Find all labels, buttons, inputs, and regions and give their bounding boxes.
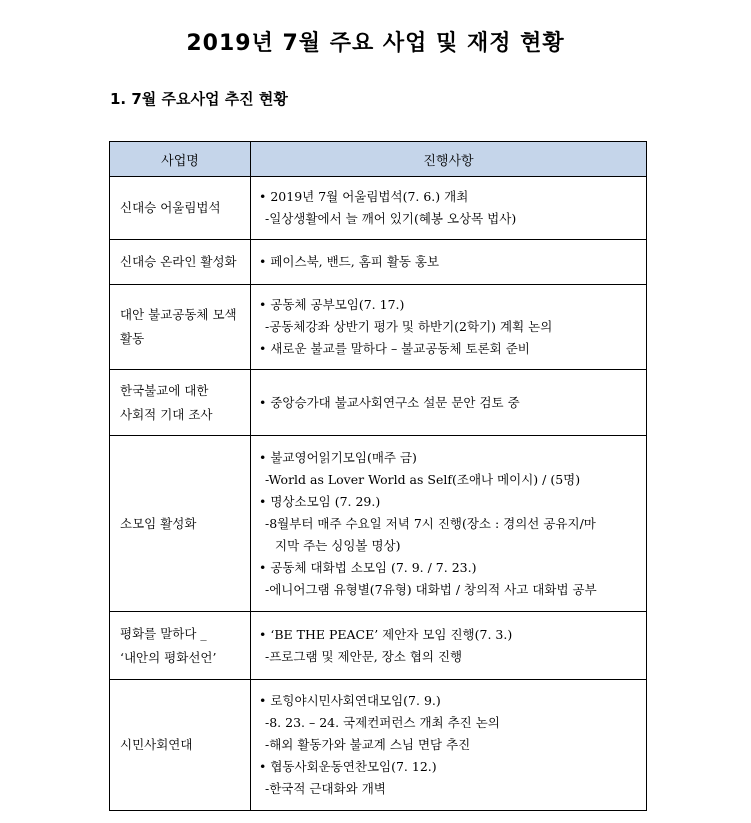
project-name-cell: 신대승 어울림법석 <box>110 177 251 240</box>
project-name-cell: 신대승 온라인 활성화 <box>110 240 251 285</box>
progress-cell <box>251 680 647 811</box>
progress-line: -World as Lover World as Self(조애나 메이시) / (5명) <box>265 471 581 487</box>
progress-line: -한국적 근대화와 개벽 <box>265 781 386 796</box>
table-row <box>110 370 647 436</box>
progress-cell <box>251 177 647 240</box>
header-progress: 진행사항 <box>251 142 647 177</box>
progress-line: • 새로운 불교를 말하다 – 불교공동체 토론회 준비 <box>259 341 530 356</box>
progress-line: • 협동사회운동연찬모임(7. 12.) <box>259 759 437 774</box>
progress-line: • 명상소모임 (7. 29.) <box>259 493 381 509</box>
document-title: 2019년 7월 주요 사업 및 재정 현황 <box>186 31 565 56</box>
table-row <box>110 240 647 285</box>
progress-line: -해외 활동가와 불교계 스님 면담 추진 <box>265 737 471 752</box>
project-name-cell: 한국불교에 대한 사회적 기대 조사 <box>110 370 251 436</box>
header-project-name: 사업명 <box>110 142 251 177</box>
progress-line: • 페이스북, 밴드, 홈피 활동 홍보 <box>259 254 440 269</box>
table-row <box>110 285 647 370</box>
progress-line: • 2019년 7월 어울림법석(7. 6.) 개최 <box>259 189 469 204</box>
progress-line: • 로힝야시민사회연대모임(7. 9.) <box>259 693 441 708</box>
project-status-table <box>109 141 647 811</box>
progress-line: -일상생활에서 늘 깨어 있기(혜봉 오상목 법사) <box>265 211 517 226</box>
progress-cell <box>251 436 647 612</box>
progress-line: -8월부터 매주 수요일 저녁 7시 진행(장소 : 경의선 공유지/마 <box>265 515 596 531</box>
progress-line: -프로그램 및 제안문, 장소 협의 진행 <box>265 648 463 664</box>
progress-cell <box>251 612 647 680</box>
progress-line: -8. 23. – 24. 국제컨퍼런스 개최 추진 논의 <box>265 715 500 730</box>
section-heading: 1. 7월 주요사업 추진 현황 <box>110 90 288 108</box>
progress-line: • 공동체 대화법 소모임 (7. 9. / 7. 23.) <box>259 559 477 575</box>
progress-cell <box>251 285 647 370</box>
progress-cell <box>251 240 647 285</box>
project-name-cell: 대안 불교공동체 모색 활동 <box>110 285 251 370</box>
project-name-cell: 시민사회연대 <box>110 680 251 811</box>
progress-line: -에니어그램 유형별(7유형) 대화법 / 창의적 사고 대화법 공부 <box>265 581 597 597</box>
progress-line: • 중앙승가대 불교사회연구소 설문 문안 검토 중 <box>259 394 520 410</box>
progress-line: -공동체강좌 상반기 평가 및 하반기(2학기) 계획 논의 <box>265 319 553 334</box>
progress-line: • ‘BE THE PEACE’ 제안자 모임 진행(7. 3.) <box>259 626 513 642</box>
project-name-cell: 소모임 활성화 <box>110 436 251 612</box>
project-name-cell: 평화를 말하다 _ ‘내안의 평화선언’ <box>110 612 251 680</box>
table-row <box>110 612 647 680</box>
table-header-row <box>110 142 647 177</box>
table-row <box>110 177 647 240</box>
progress-line: 지막 주는 싱잉볼 명상) <box>275 537 401 553</box>
table-row <box>110 436 647 612</box>
progress-line: • 공동체 공부모임(7. 17.) <box>259 297 405 312</box>
table-row <box>110 680 647 811</box>
progress-line: • 불교영어읽기모임(매주 금) <box>259 449 417 465</box>
progress-cell <box>251 370 647 436</box>
